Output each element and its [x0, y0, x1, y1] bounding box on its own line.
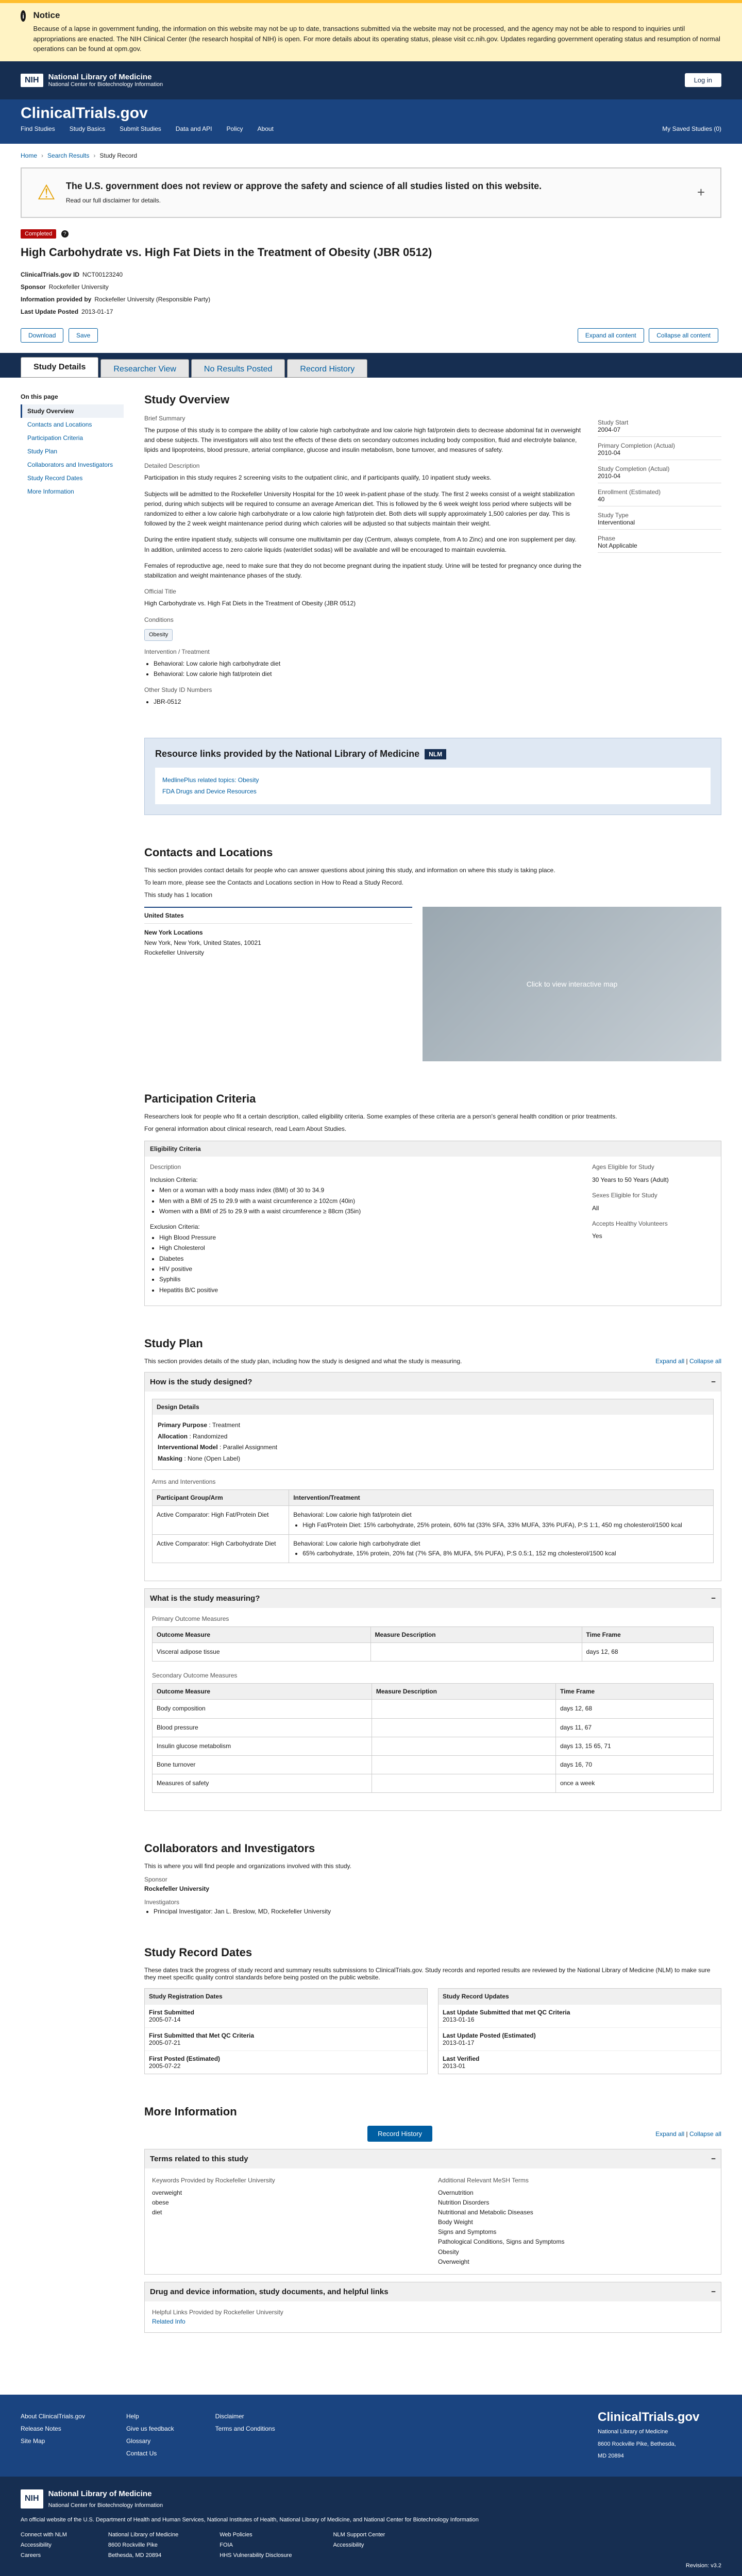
measure-accordion	[144, 1588, 721, 1811]
footer-brand: ClinicalTrials.gov	[598, 2410, 700, 2425]
primary-table	[152, 1626, 714, 1662]
time-frame: days 12, 68	[582, 1643, 714, 1662]
download-button[interactable]: Download	[21, 328, 63, 343]
date-key: First Submitted	[149, 2009, 195, 2016]
collab-p: This is where you will find people and organizations involved with this study.	[144, 1862, 351, 1870]
nih-logo-icon: NIH	[21, 2489, 43, 2509]
notice-title: Notice	[33, 10, 60, 20]
exclusion-item: • Hepatitis B/C positive	[159, 1285, 592, 1295]
disclaimer-box	[21, 167, 721, 218]
date-key: Last Update Posted (Estimated)	[443, 2032, 536, 2040]
nav-study-basics[interactable]: Study Basics	[69, 125, 106, 132]
col-header: Measure Description	[370, 1627, 582, 1643]
table-row	[153, 1643, 714, 1662]
design-key: Primary Purpose	[158, 1421, 208, 1429]
medlineplus-link[interactable]: MedlinePlus related topics: Obesity	[162, 776, 259, 784]
criteria-p1: Researchers look for people who fit a certain description, called eligibility criteria. Some examples of these criteria are a person's general health condition or prior treatments.	[144, 1113, 617, 1121]
disclaimer-title: The U.S. government does not review or approve the safety and science of all studies listed on this website.	[65, 181, 542, 191]
collapse-icon[interactable]: −	[711, 2155, 716, 2164]
side-link-overview[interactable]: Study Overview	[21, 404, 124, 418]
nav-data-api[interactable]: Data and API	[175, 125, 212, 132]
desc-label: Description	[150, 1163, 181, 1171]
mesh-term: Nutritional and Metabolic Diseases	[438, 2208, 533, 2216]
date-value: 2005-07-14	[149, 2016, 181, 2024]
expand-icon[interactable]: +	[697, 184, 705, 200]
fact-value: 40	[598, 496, 721, 506]
status-badge: Completed	[21, 229, 56, 239]
footer-link[interactable]: Release Notes	[21, 2425, 61, 2433]
col-header: Time Frame	[582, 1627, 714, 1643]
tab-no-results[interactable]: No Results Posted	[191, 359, 285, 378]
nlm-badge: NLM	[425, 749, 446, 759]
time-frame: days 16, 70	[555, 1755, 713, 1774]
tab-researcher-view[interactable]: Researcher View	[100, 359, 189, 378]
login-button[interactable]: Log in	[685, 73, 721, 87]
inclusion-item: • Men with a BMI of 25 to 29.9 with a waist circumference ≥ 102cm (40in)	[159, 1196, 592, 1206]
footer-link[interactable]: Contact Us	[126, 2450, 157, 2458]
other-ids-label: Other Study ID Numbers	[144, 686, 212, 693]
footer-org1: National Library of Medicine	[48, 2489, 152, 2498]
primary-label: Primary Outcome Measures	[152, 1615, 229, 1623]
official-label: Official Title	[144, 588, 176, 596]
col-header: Time Frame	[555, 1684, 713, 1700]
table-row	[153, 1774, 714, 1793]
nlm-logo[interactable]	[21, 73, 163, 88]
agency-header	[0, 61, 742, 99]
design-key: Masking	[158, 1454, 183, 1462]
date-key: Last Verified	[443, 2055, 480, 2063]
footer-link[interactable]: Accessibility	[333, 2542, 364, 2549]
fact-value: All	[592, 1204, 599, 1212]
time-frame: days 12, 68	[555, 1700, 713, 1718]
fact-value: Yes	[592, 1232, 602, 1240]
side-link-contacts[interactable]: Contacts and Locations	[27, 420, 92, 428]
plan-section: Study Plan This section provides details of the study plan, including how the study is designed and what the study is measuring. Expand all | Collapse all How is the study designed? − Design Details Primary Purpose : Treatment Allocation : Randomized Interventional Model : Parallel Assignment Masking : None (Open Label) Arms and Interventions Participant Group/Arm Intervention/Treatment Active Comparator: High Fat/Protein Diet Behavioral: Low calorie high fat/protein diet • High Fat/Protein Diet: 15% carbohydrate, 25% protein, 60% fat (33% SFA, 33% MUFA, 33% PUFA), P:S 1:1, 450 mg cholesterol/1500 kcal Active Comparator: High Carbohydrate Diet Behavioral: Low calorie high carbohydrate diet • 65% carbohydrate, 15% protein, 20% fat (7% SFA, 8% MUFA, 5% PUFA), P:S 0.5:1, 152 mg cholesterol/1500 kcal What is the study measuring? − Primary Outcome Measures Outcome Measure Measure Description Time Frame Visceral adipose tissue days 12, 68 Secondary Outcome Measures Outcome Measure Measure Description Time Frame Body composition days 12, 68 Blood pressure days 11, 67 Insulin glucose metabolism days 13, 15 65, 71 Bone turnover days 16, 70 Measures of safety once a week	[144, 1337, 721, 1811]
footer-addr3: MD 20894	[598, 2453, 624, 2460]
exclusion-item: • High Blood Pressure	[159, 1232, 592, 1243]
mesh-term: Body Weight	[438, 2218, 473, 2226]
collapse-all-link[interactable]: Collapse all	[689, 2130, 721, 2138]
footer-link[interactable]: Give us feedback	[126, 2425, 174, 2433]
arm-intervention: Behavioral: Low calorie high carbohydrate diet	[293, 1539, 420, 1547]
contacts-p2: To learn more, please see the Contacts and Locations section in How to Read a Study Record.	[144, 879, 403, 887]
side-link-criteria[interactable]: Participation Criteria	[27, 434, 83, 442]
overview-heading: Study Overview	[144, 393, 230, 406]
footer-link[interactable]: Connect with NLM	[21, 2532, 67, 2538]
expand-all-link[interactable]: Expand all	[655, 2130, 685, 2138]
org-name: National Library of Medicine	[48, 73, 152, 81]
official-title: High Carbohydrate vs. High Fat Diets in the Treatment of Obesity (JBR 0512)	[144, 600, 356, 607]
help-icon[interactable]: ?	[61, 230, 69, 238]
detail-p2: Subjects will be admitted to the Rockefeller University Hospital for the 10 week in-patient phase of the study. The first 2 weeks consist of a weight stabilization period, during which subjects will be required to consume an average American diet. This is followed by the 6 week weight loss period where subjects will be randomized to either a low calorie high carbohydrate or a low calorie high fat/protein diet. Both diets will supply approximately 1,500 calories per day. This is followed by the 2 week weight maintenance period during which calories will be adjusted so that subjects maintain their weight.	[144, 490, 575, 528]
measure: Blood pressure	[153, 1718, 372, 1737]
dates-heading: Study Record Dates	[144, 1946, 252, 1959]
investigators-label: Investigators	[144, 1899, 180, 1906]
study-facts	[598, 414, 721, 707]
fda-resources-link[interactable]: FDA Drugs and Device Resources	[162, 787, 257, 795]
meta-key: Sponsor	[21, 283, 46, 291]
footer-link[interactable]: Help	[126, 2413, 139, 2420]
crumb-search-results[interactable]: Search Results	[47, 151, 90, 159]
meta-value: Rockefeller University	[48, 283, 109, 291]
measure: Measures of safety	[153, 1774, 372, 1793]
date-value: 2013-01	[443, 2062, 466, 2070]
arm-name: Active Comparator: High Carbohydrate Diet	[153, 1534, 289, 1563]
investigator: • Principal Investigator: Jan L. Breslow, MD, Rockefeller University	[154, 1908, 721, 1915]
drug-accordion	[144, 2282, 721, 2333]
mesh-term: Overweight	[438, 2258, 469, 2265]
fact-value: Not Applicable	[598, 542, 721, 553]
study-meta	[21, 268, 721, 318]
footer-link[interactable]: Accessibility	[21, 2542, 52, 2549]
measure-title[interactable]: What is the study measuring?	[150, 1594, 260, 1603]
facility: Rockefeller University	[144, 948, 205, 956]
arm-intervention: Behavioral: Low calorie high fat/protein diet	[293, 1511, 412, 1519]
fact-value: Interventional	[598, 519, 721, 530]
inclusion-label: Inclusion Criteria:	[150, 1176, 198, 1183]
detail-label: Detailed Description	[144, 462, 200, 470]
exclusion-item: • HIV positive	[159, 1264, 592, 1274]
nav-about[interactable]: About	[257, 125, 274, 132]
measure: Bone turnover	[153, 1755, 372, 1774]
arms-label: Arms and Interventions	[152, 1478, 216, 1486]
date-value: 2005-07-22	[149, 2062, 181, 2070]
related-info-link[interactable]: Related Info	[152, 2318, 185, 2326]
inclusion-item: • Men or a woman with a body mass index (BMI) of 30 to 34.9	[159, 1185, 592, 1195]
warning-icon: ⚠	[37, 181, 56, 204]
site-header	[0, 99, 742, 144]
criteria-section	[144, 1092, 721, 1306]
mesh-term: Nutrition Disorders	[438, 2198, 490, 2206]
intervention-item: • Behavioral: Low calorie high carbohydrate diet	[154, 659, 582, 669]
footer-addr1: National Library of Medicine	[598, 2429, 668, 2435]
collapse-icon[interactable]: −	[711, 2287, 716, 2297]
date-key: First Submitted that Met QC Criteria	[149, 2032, 255, 2040]
design-key: Interventional Model	[158, 1444, 218, 1451]
detail-p4: Females of reproductive age, need to make sure that they do not become pregnant during the inpatient study. Urine will be tested for pregnancy once during the stabilization and weight maintenance phases of the study.	[144, 562, 582, 579]
col-header: Outcome Measure	[153, 1627, 371, 1643]
expand-all-link[interactable]: Expand all	[655, 1358, 685, 1365]
crumb-home[interactable]: Home	[21, 151, 38, 159]
side-link-plan[interactable]: Study Plan	[27, 447, 58, 455]
nav-submit-studies[interactable]: Submit Studies	[120, 125, 161, 132]
country: United States	[144, 907, 412, 924]
table-row	[153, 1534, 714, 1563]
mesh-term: Pathological Conditions, Signs and Symptoms	[438, 2238, 565, 2246]
side-link-more[interactable]: More Information	[27, 487, 74, 495]
more-heading: More Information	[144, 2105, 237, 2119]
fact-value: 2010-04	[598, 449, 721, 460]
inclusion-item: • Women with a BMI of 25 to 29.9 with a waist circumference ≥ 88cm (35in)	[159, 1206, 592, 1216]
footer-desc: An official website of the U.S. Department of Health and Human Services, National Institutes of Health, National Library of Medicine, and National Center for Biotechnology Information	[21, 2516, 479, 2523]
crumb-current: Study Record	[99, 151, 138, 159]
footer-text: Bethesda, MD 20894	[108, 2552, 162, 2558]
mesh-term: Signs and Symptoms	[438, 2228, 497, 2236]
footer-text: National Library of Medicine	[108, 2532, 179, 2538]
contacts-p1: This section provides contact details for people who can answer questions about joining this study, and information on where this study is taking place.	[144, 867, 555, 874]
tabs-bar	[0, 353, 742, 378]
exclusion-item: • Diabetes	[159, 1253, 592, 1264]
exclusion-item: • High Cholesterol	[159, 1243, 592, 1253]
disclaimer-text[interactable]: Read our full disclaimer for details.	[65, 197, 161, 204]
exclusion-label: Exclusion Criteria:	[150, 1223, 200, 1231]
shutdown-notice	[0, 0, 742, 61]
criteria-heading: Participation Criteria	[144, 1092, 256, 1106]
links-label: Helpful Links Provided by Rockefeller University	[152, 2309, 283, 2316]
measure: Visceral adipose tissue	[153, 1643, 371, 1662]
arm-detail: • 65% carbohydrate, 15% protein, 20% fat (7% SFA, 8% MUFA, 5% PUFA), P:S 0.5:1, 152 mg cholesterol/1500 kcal	[302, 1549, 709, 1558]
col-header: Outcome Measure	[153, 1684, 372, 1700]
detail-p1: Participation in this study requires 2 screening visits to the outpatient clinic, and if participants qualify, 10 inpatient study weeks.	[144, 474, 492, 482]
nih-logo-icon: NIH	[21, 74, 43, 87]
date-value: 2013-01-17	[443, 2039, 475, 2047]
nav-policy[interactable]: Policy	[226, 125, 243, 132]
side-link-collab[interactable]: Collaborators and Investigators	[27, 461, 113, 468]
expand-all-button[interactable]: Expand all content	[578, 328, 644, 343]
location-map[interactable]	[423, 907, 721, 1061]
footer-link[interactable]: Careers	[21, 2552, 41, 2558]
secondary-table	[152, 1683, 714, 1793]
design-value: Treatment	[212, 1421, 241, 1429]
detail-p3: During the entire inpatient study, subjects will consume one multivitamin per day (Centrum, always complete, from A to Zinc) and one iron supplement per day. In addition, unlimited access to zero calorie liquids (water/diet sodas) will be available and will be encouraged to maintain euvolemia.	[144, 536, 577, 553]
collapse-all-link[interactable]: Collapse all	[689, 1358, 721, 1365]
footer-link[interactable]: About ClinicalTrials.gov	[21, 2413, 85, 2420]
overview-section	[144, 393, 721, 707]
fact-key: Phase	[598, 534, 616, 542]
footer-text: 8600 Rockville Pike	[108, 2542, 158, 2549]
col-header: Intervention/Treatment	[289, 1490, 714, 1506]
drug-title[interactable]: Drug and device information, study documents, and helpful links	[150, 2287, 389, 2297]
keyword: obese	[152, 2198, 169, 2206]
footer-link[interactable]: Glossary	[126, 2437, 151, 2445]
eligibility-box-title: Eligibility Criteria	[145, 1141, 721, 1157]
measure: Body composition	[153, 1700, 372, 1718]
meta-value: NCT00123240	[82, 270, 123, 278]
date-key: Last Update Submitted that met QC Criteria	[443, 2009, 570, 2016]
date-value: 2005-07-21	[149, 2039, 181, 2047]
fact-key: Primary Completion (Actual)	[598, 442, 676, 449]
mesh-term: Overnutrition	[438, 2189, 474, 2196]
collapse-icon[interactable]: −	[711, 1378, 716, 1387]
fact-key: Study Completion (Actual)	[598, 465, 670, 472]
map-label[interactable]: Click to view interactive map	[526, 980, 618, 989]
collab-heading: Collaborators and Investigators	[144, 1842, 315, 1855]
collab-section	[144, 1842, 721, 1915]
version: Revision: v3.2	[685, 2562, 721, 2569]
city: New York, New York, United States, 10021	[144, 939, 261, 946]
terms-accordion	[144, 2149, 721, 2275]
footer-link[interactable]: Disclaimer	[215, 2413, 244, 2420]
collapse-all-button[interactable]: Collapse all content	[649, 328, 718, 343]
exclusion-item: • Syphilis	[159, 1274, 592, 1284]
plan-heading: Study Plan	[144, 1337, 203, 1350]
meta-value: 2013-01-17	[81, 308, 113, 315]
brief-label: Brief Summary	[144, 414, 185, 422]
design-value: Randomized	[193, 1432, 228, 1440]
fact-value: 2010-04	[598, 472, 721, 483]
table-row	[153, 1506, 714, 1534]
fact-value: 30 Years to 50 Years (Adult)	[592, 1176, 669, 1183]
footer-org2: National Center for Biotechnology Information	[48, 2502, 163, 2509]
fact-key: Enrollment (Estimated)	[598, 488, 661, 496]
time-frame: once a week	[555, 1774, 713, 1793]
breadcrumb	[21, 144, 721, 167]
footer-link[interactable]: Web Policies	[220, 2532, 252, 2538]
secondary-label: Secondary Outcome Measures	[152, 1672, 238, 1680]
table-row	[153, 1737, 714, 1755]
arms-table	[152, 1489, 714, 1563]
chevron-right-icon: ›	[41, 151, 44, 159]
chevron-right-icon: ›	[93, 151, 96, 159]
record-history-button[interactable]: Record History	[367, 2126, 432, 2142]
keyword: overweight	[152, 2189, 182, 2196]
mesh-label: Additional Relevant MeSH Terms	[438, 2177, 529, 2184]
more-section: More Information Record History Expand all | Collapse all Terms related to this study − Keywords Provided by Rockefeller University overweight obese diet Additional Relevant MeSH Terms Overnutrition Nutrition Disorders Nutritional and Metabolic Diseases Body Weight Signs and Symptoms Pathological Conditions, Signs and Symptoms Obesity Overweight Drug and device information, study documents, and helpful links − Helpful Links Provided by Rockefeller University Related Info	[144, 2105, 721, 2333]
collapse-icon[interactable]: −	[711, 1594, 716, 1603]
design-key: Allocation	[158, 1432, 188, 1440]
meta-key: Information provided by	[21, 295, 92, 303]
keyword: diet	[152, 2208, 162, 2216]
arm-name: Active Comparator: High Fat/Protein Diet	[153, 1506, 289, 1534]
time-frame: days 13, 15 65, 71	[555, 1737, 713, 1755]
location-count: This study has 1 location	[144, 891, 213, 899]
table-row	[153, 1718, 714, 1737]
nlm-footer-logo[interactable]	[21, 2487, 721, 2511]
time-frame: days 11, 67	[555, 1718, 713, 1737]
design-value: None (Open Label)	[188, 1454, 241, 1462]
keywords-label: Keywords Provided by Rockefeller University	[152, 2177, 275, 2184]
contacts-heading: Contacts and Locations	[144, 846, 273, 859]
col-header: Participant Group/Arm	[153, 1490, 289, 1506]
dates-section	[144, 1946, 721, 2074]
footer-link[interactable]: FOIA	[220, 2542, 233, 2549]
fact-value: 2004-07	[598, 426, 721, 437]
fact-key: Ages Eligible for Study	[592, 1163, 654, 1171]
sponsor-name: Rockefeller University	[144, 1885, 210, 1893]
footer-link[interactable]: NLM Support Center	[333, 2532, 385, 2538]
on-this-page-nav	[21, 393, 124, 2364]
footer-link[interactable]: Site Map	[21, 2437, 45, 2445]
date-key: First Posted (Estimated)	[149, 2055, 221, 2063]
col-header: Measure Description	[372, 1684, 555, 1700]
upd-heading: Study Record Updates	[439, 1989, 721, 2004]
intervention-label: Intervention / Treatment	[144, 648, 210, 656]
fact-key: Study Type	[598, 511, 629, 519]
footer-addr2: 8600 Rockville Pike, Bethesda,	[598, 2441, 676, 2447]
side-link-dates[interactable]: Study Record Dates	[27, 474, 83, 482]
footer-link[interactable]: Terms and Conditions	[215, 2425, 275, 2433]
footer-link[interactable]: HHS Vulnerability Disclosure	[220, 2552, 292, 2558]
design-value: Parallel Assignment	[223, 1444, 278, 1451]
design-title[interactable]: How is the study designed?	[150, 1378, 252, 1387]
intervention-item: • Behavioral: Low calorie high fat/protein diet	[154, 669, 582, 679]
site-title[interactable]: ClinicalTrials.gov	[21, 104, 148, 122]
nlm-resources	[144, 738, 721, 815]
contacts-section	[144, 846, 721, 1061]
site-footer	[0, 2395, 742, 2477]
condition-pill[interactable]: Obesity	[144, 629, 173, 641]
date-value: 2013-01-16	[443, 2016, 475, 2024]
other-id: • JBR-0512	[154, 697, 582, 707]
main-nav	[21, 125, 274, 132]
design-label: Design Details	[153, 1399, 713, 1415]
table-row	[153, 1700, 714, 1718]
tab-study-details[interactable]: Study Details	[21, 357, 98, 378]
fact-key: Accepts Healthy Volunteers	[592, 1219, 668, 1227]
resources-heading: Resource links provided by the National Library of Medicine	[155, 749, 420, 759]
state-heading: New York Locations	[144, 929, 203, 937]
agency-footer	[0, 2477, 742, 2576]
arm-detail: • High Fat/Protein Diet: 15% carbohydrate, 25% protein, 60% fat (33% SFA, 33% MUFA, 33% PUFA), P:S 1:1, 450 mg cholesterol/1500 kcal	[302, 1520, 709, 1530]
nav-find-studies[interactable]: Find Studies	[21, 125, 55, 132]
meta-key: Last Update Posted	[21, 308, 79, 315]
mesh-term: Obesity	[438, 2248, 459, 2256]
reg-heading: Study Registration Dates	[145, 1989, 427, 2004]
save-button[interactable]: Save	[69, 328, 98, 343]
criteria-p2: For general information about clinical research, read Learn About Studies.	[144, 1125, 347, 1133]
org-sub: National Center for Biotechnology Information	[48, 81, 163, 88]
study-header	[21, 229, 721, 343]
table-row	[153, 1755, 714, 1774]
info-icon: i	[21, 10, 26, 22]
side-heading: On this page	[21, 393, 58, 400]
meta-key: ClinicalTrials.gov ID	[21, 270, 80, 278]
study-title: High Carbohydrate vs. High Fat Diets in the Treatment of Obesity (JBR 0512)	[21, 245, 432, 259]
meta-value: Rockefeller University (Responsible Party)	[94, 295, 211, 303]
conditions-label: Conditions	[144, 616, 174, 623]
tab-record-history[interactable]: Record History	[287, 359, 367, 378]
brief-summary: The purpose of this study is to compare the ability of low calorie high carbohydrate and low calorie high fat/protein diets to decrease abdominal fat in overweight and obese subjects. The investigators will also test the effects of these diets on secondary outcomes including body composition, fluid and electrolyte balance, lipids and lipoproteins, blood pressure, arterial compliance, glucose and insulin metabolism, bone turnover, and measures of safety.	[144, 426, 581, 454]
sponsor-label: Sponsor	[144, 1876, 167, 1884]
notice-text: Because of a lapse in government funding, the information on this website may not be up to date, transactions submitted via the website may not be processed, and the agency may not be able to respond to inquiries until appropriations are enacted. The NIH Clinical Center (the research hospital of NIH) is open. For more details about its operating status, please visit cc.nih.gov. Updates regarding government operating status and resumption of normal operations can be found at opm.gov.	[33, 25, 720, 53]
plan-p: This section provides details of the study plan, including how the study is designed and what the study is measuring.	[144, 1358, 462, 1365]
terms-title[interactable]: Terms related to this study	[150, 2155, 248, 2164]
fact-key: Sexes Eligible for Study	[592, 1192, 657, 1199]
measure: Insulin glucose metabolism	[153, 1737, 372, 1755]
fact-key: Study Start	[598, 418, 629, 426]
saved-studies-link[interactable]: My Saved Studies (0)	[662, 125, 721, 132]
design-accordion: How is the study designed? − Design Details Primary Purpose : Treatment Allocation : Randomized Interventional Model : Parallel Assignment Masking : None (Open Label) Arms and Interventions Participant Group/Arm Intervention/Treatment Active Comparator: High Fat/Protein Diet Behavioral: Low calorie high fat/protein diet • High Fat/Protein Diet: 15% carbohydrate, 25% protein, 60% fat (33% SFA, 33% MUFA, 33% PUFA), P:S 1:1, 450 mg cholesterol/1500 kcal Active Comparator: High Carbohydrate Diet Behavioral: Low calorie high carbohydrate diet • 65% carbohydrate, 15% protein, 20% fat (7% SFA, 8% MUFA, 5% PUFA), P:S 0.5:1, 152 mg cholesterol/1500 kcal	[144, 1372, 721, 1581]
dates-p: These dates track the progress of study record and summary results submissions to ClinicalTrials.gov. Study records and reported results are reviewed by the National Library of Medicine (NLM) to make sure they meet specific quality control standards before being posted on the public website.	[144, 1967, 711, 1981]
